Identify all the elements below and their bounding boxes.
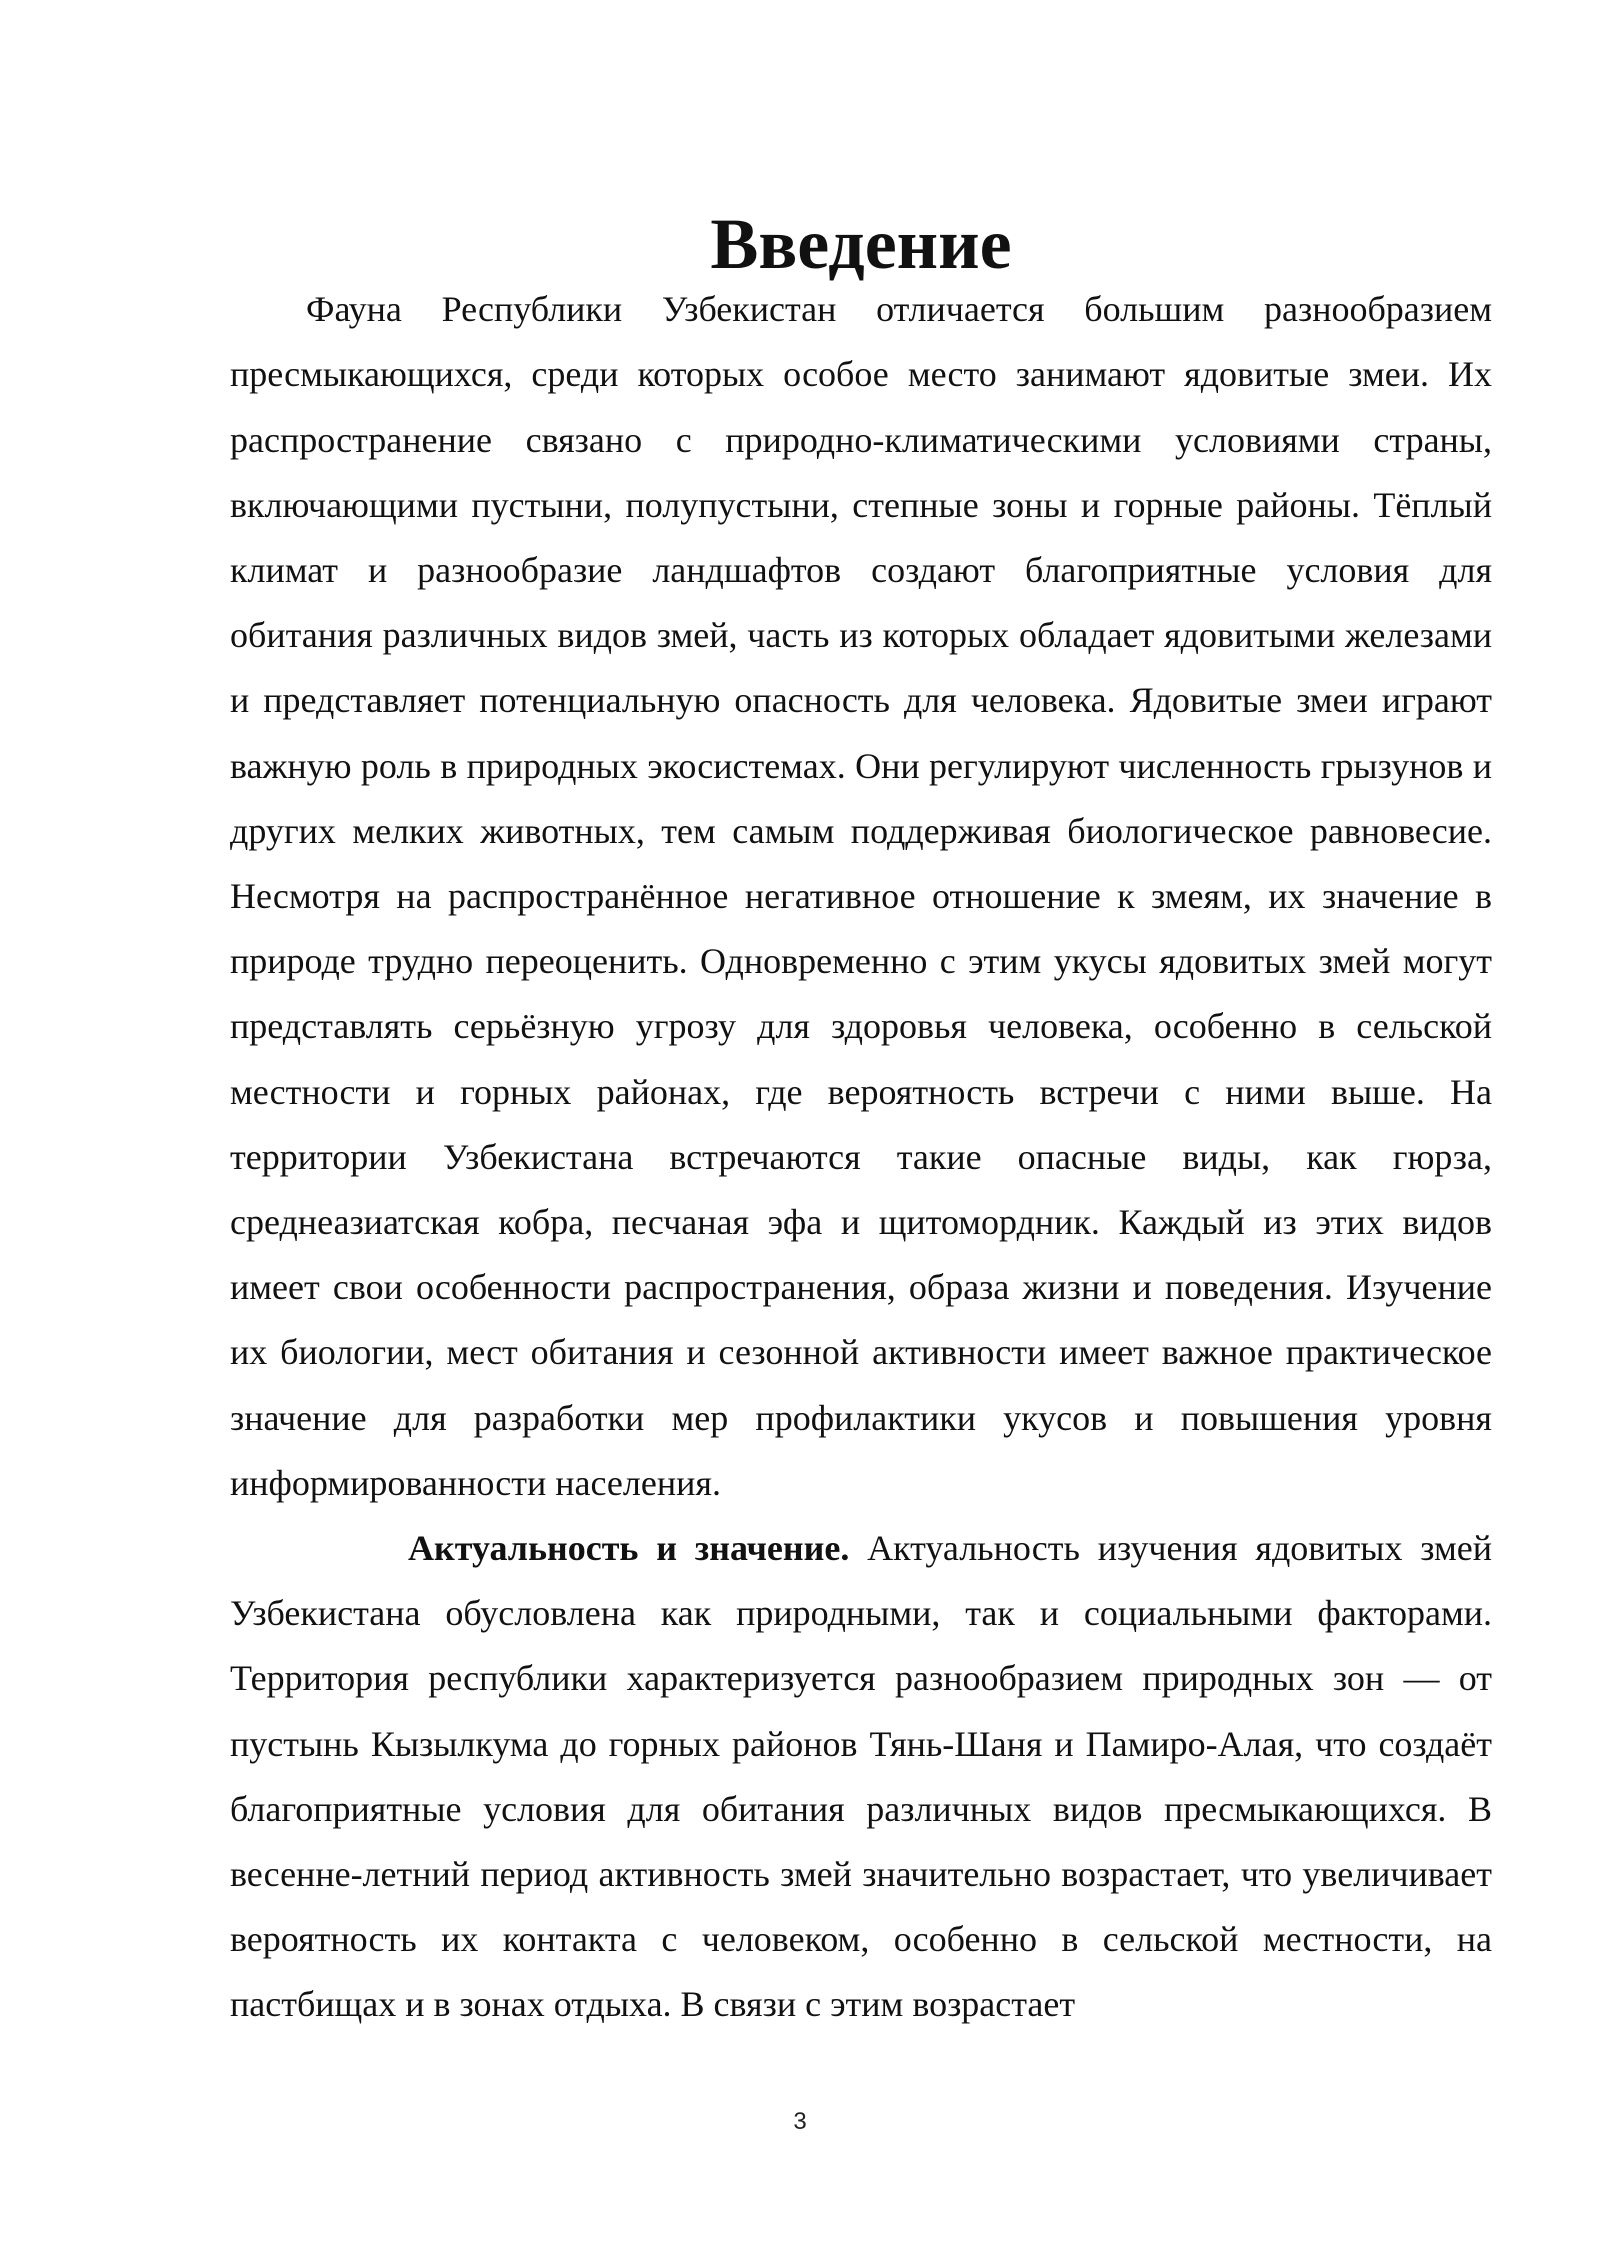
section-heading: Введение xyxy=(710,204,1012,284)
paragraph-text: Актуальность изучения ядовитых змей Узбекистана обусловлена как природными, так и социальными факторами. Территория республики характеризуется разнообразием природных зон — от пустынь Кызылкума до горных районов Тянь-Шаня и Памиро-Алая, что создаёт благоприятные условия для обитания различных видов пресмыкающихся. В весенне-летний период активность змей значительно возрастает, что увеличивает вероятность их контакта с человеком, особенно в сельской местности, на пастбищах и в зонах отдыха. В связи с этим возрастает xyxy=(230,1528,1492,2025)
page-number: 3 xyxy=(793,2108,807,2135)
paragraph-lead-heading: Актуальность и значение. xyxy=(408,1528,850,1569)
document-body xyxy=(230,204,1492,2038)
paragraph-text: Фауна Республики Узбекистан отличается большим разнообразием пресмыкающихся, среди которых особое место занимают ядовитые змеи. Их распространение связано с природно-климатическими условиями страны, включающими пустыни, полупустыни, степные зоны и горные районы. Тёплый климат и разнообразие ландшафтов создают благоприятные условия для обитания различных видов змей, часть из которых обладает ядовитыми железами и представляет потенциальную опасность для человека. Ядовитые змеи играют важную роль в природных экосистемах. Они регулируют численность грызунов и других мелких животных, тем самым поддерживая биологическое равновесие. Несмотря на распространённое негативное отношение к змеям, их значение в природе трудно переоценить. Одновременно с этим укусы ядовитых змей могут представлять серьёзную угрозу для здоровья человека, особенно в сельской местности и горных районах, где вероятность встречи с ними выше. На территории Узбекистана встречаются такие опасные виды, как гюрза, среднеазиатская кобра, песчаная эфа и щитомордник. Каждый из этих видов имеет свои особенности распространения, образа жизни и поведения. Изучение их биологии, мест обитания и сезонной активности имеет важное практическое значение для разработки мер профилактики укусов и повышения уровня информированности населения. xyxy=(230,289,1492,1503)
paragraph-introduction xyxy=(230,277,1492,1516)
paragraph-relevance xyxy=(230,1516,1492,2038)
